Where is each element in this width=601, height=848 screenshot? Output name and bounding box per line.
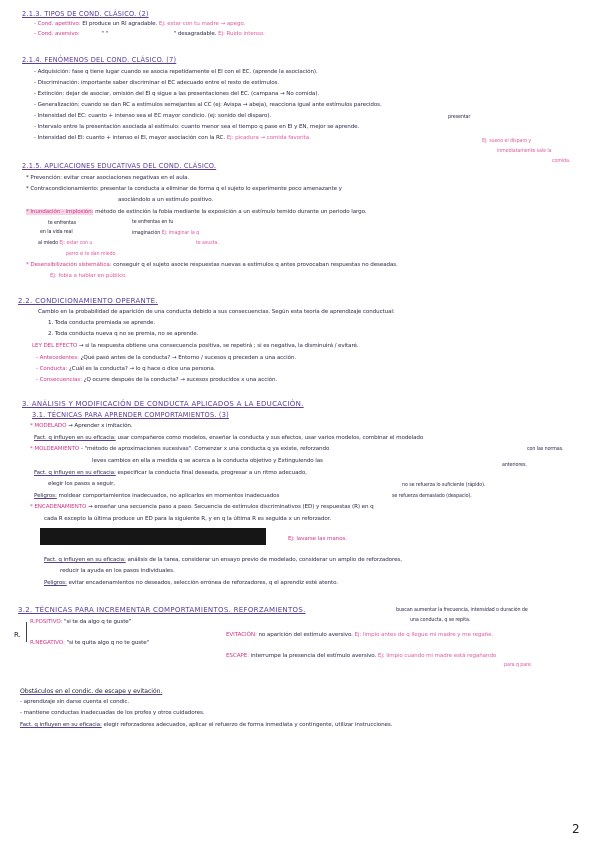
r-positivo-line: R.POSITIVO: "si te da algo q te guste" [30,619,132,625]
note-imaginacion: imaginación Ej: imaginar la q [132,231,200,236]
nueva-line: 2. Toda conducta nueva q no se premia, no se aprende. [48,331,199,337]
section-31-title: 3.1. TÉCNICAS PARA APRENDER COMPORTAMIENTOS. (3) [32,411,229,419]
ley-efecto-line: LEY DEL EFECTO → si la respuesta obtiene una consecuencia positiva, se repetirá ; si es negativa, la disminuirá / evitaré. [32,343,359,349]
side-note-2: inmediatamente sale la [497,149,552,154]
obstaculos-title: Obstáculos en el condic. de escape y evitación. [20,688,163,695]
operante-definition: Cambio en la probabilidad de aparición de una conducta debido a sus consecuencias. Según esta teoría de aprendizaje conductual: [38,309,395,315]
escape-line: ESCAPE: interrumpe la presencia del estímulo aversivo. Ej: limpio cuando mi madre está regañando [226,653,497,659]
note-enfrentas-tu: te enfrentas en tu [132,220,174,225]
encadenamiento-peligros: Peligros: evitar encadenamientos no deseados, selección errónea de reforzadores, q el aprendiz esté atento. [44,580,338,586]
apetitivo-line: - Cond. apetitivo: EI produce un RI agradable. Ej: estar con tu madre → apego. [34,21,246,27]
note-enfrentas: te enfrentas [48,221,77,226]
intensidad-ei-line: - Intensidad del EI: cuanto + intenso el EI, mayor asociación con la RC. Ej: picadura → comida favorita. [34,135,311,141]
section-213-title: 2.1.3. TIPOS DE COND. CLÁSICO. (2) [22,10,149,18]
generalizacion-line: - Generalización: cuando se dan RC a estímulos semejantes al CC (ej: Avispa → abeja), reacciona igual ante estímulos parecidos. [34,102,382,108]
section-22-title: 2.2. CONDICIONAMIENTO OPERANTE. [18,297,158,305]
discriminacion-line: - Discriminación: importante saber discriminar el EC adecuado entre el resto de estímulos. [34,80,280,86]
section-3-title: 3. ANÁLISIS Y MODIFICACIÓN DE CONDUCTA APLICADOS A LA EDUCACIÓN. [22,400,304,408]
consecuencias-line: - Consecuencias: ¿Q ocurre después de la conducta? → sucesos producidos x una acción. [36,377,278,383]
moldeamiento-note-2: anteriores. [502,463,527,468]
moldeamiento-note-4: se refuerza demasiado (despacio). [392,494,472,499]
moldeamiento-line: * MOLDEAMIENTO - "método de aproximaciones sucesivas". Comenzar x una conducta q ya existe, reforzando [30,446,330,452]
antecedentes-line: - Antecedentes: ¿Qué pasó antes de la conducta? → Entorno / sucesos q preceden a una acción. [36,355,297,361]
moldeamiento-factors-2: elegir los pasos a seguir, [48,481,115,487]
obstaculo-1: - aprendizaje sin darse cuenta el condic. [20,699,130,705]
encadenamiento-example: Ej: lavarse las manos. [288,536,347,542]
note-vida-real: en la vida real [40,230,73,235]
encadenamiento-line: * ENCADENAMIENTO → enseñar una secuencia paso a paso. Secuencia de estímulos discriminativos (ED) y respuestas (R) en q [30,504,374,510]
moldeamiento-line-2: leves cambios en ella a medida q se acerca a la conducta objetivo y Extinguiendo las [92,458,323,464]
note-asusta: te asusta. [196,241,219,246]
reforzamiento-note: buscan aumentar la frecuencia, intensidad o duración de [396,608,528,613]
side-note-1: Ej: sueno el disparo y [482,139,532,144]
encadenamiento-line-2: cada R excepto la última produce un ED para la siguiente R, y en q la última R es seguida x un reforzador. [44,516,332,522]
premiada-line: 1. Toda conducta premiada se aprende. [48,320,156,326]
conducta-line: - Conducta: ¿Cuál es la conducta? → lo q hace o dice una persona. [36,366,216,372]
r-negativo-line: R.NEGATIVO: "si te quita algo q no te guste" [30,640,150,646]
section-214-title: 2.1.4. FENÓMENOS DEL COND. CLÁSICO. (7) [22,56,177,64]
adquisicion-line: - Adquisición: fase q tiene lugar cuando se asocia repetidamente el EI con el EC. (aprende la asociación). [34,69,318,75]
section-215-title: 2.1.5. APLICACIONES EDUCATIVAS DEL COND. CLÁSICO. [22,162,217,170]
side-note-3: comida. [552,159,571,164]
redacted-image-block [40,528,266,545]
moldeamiento-note-3: no se refuerza lo suficiente (rápido). [402,483,486,488]
desensibilizacion-line: * Desensibilización sistemática: conseguir q el sujeto asocie respuestas nuevas a estímulos q antes provocaban respuestas no deseadas. [26,262,398,268]
note-miedo: al miedo Ej: estar con u [38,241,93,246]
encadenamiento-factors-2: reducir la ayuda en los pasos individuales. [60,568,175,574]
reforzamiento-note-2: una conducta, q se repita. [410,618,471,623]
obstaculo-2: - mantiene conductas inadecuadas de los profes y otros cuidadores. [20,710,205,716]
prevencion-line: * Prevención: evitar crear asociaciones negativas en el aula. [26,175,190,181]
note-perro: perro si te dan miedo. [66,252,117,257]
contracond-line-2: asociándolo a un estímulo positivo. [118,197,214,203]
section-32-title: 3.2. TÉCNICAS PARA INCREMENTAR COMPORTAMIENTOS. REFORZAMIENTOS. [18,606,306,614]
intervalo-line: - Intervalo entre la presentación asociada al estímulo: cuanto menor sea el tiempo q pase en EI y EN, mejor se aprende. [34,124,360,130]
aversivo-line: - Cond. aversivo: " " " desagradable. Ej: Ruido intenso. [34,31,265,37]
escape-example-2: para q pare. [504,663,533,668]
moldeamiento-factors: Fact. q influyen en su eficacia: especificar la conducta final deseada, progresar a un ritmo adecuado, [34,470,307,476]
inundacion-line: * Inundación - implosión: método de extinción la fobia mediante la exposición a un estímulo temido durante un periodo largo. [26,209,367,215]
intensidad-ec-line: - Intensidad del EC: cuanto + intenso sea el EC mayor condicio. (ej: sonido del disparo). [34,113,272,119]
encadenamiento-factors: Fact. q influyen en su eficacia: análisis de la tarea, considerar un ensayo previo de modelado, considerar un amplio de reforzadores, [44,557,402,563]
evitacion-line: EVITACIÓN: no aparición del estímulo aversivo. Ej: limpio antes de q llegue mi madre y me regañe. [226,632,494,638]
modelado-line: * MODELADO → Aprender x imitación. [30,423,133,429]
contracond-line: * Contracondicionamiento: presentar la conducta a eliminar de forma q el sujeto lo experimente poco amenazante y [26,186,342,192]
presentar-note: presentar [448,115,471,120]
page-number: 2 [572,822,580,836]
desensibilizacion-example: Ej: fobia a hablar en público. [50,273,127,279]
modelado-factors: Fact. q influyen en su eficacia: usar compañeros como modelos, enseñar la conducta y sus efectos, usar varios modelos, combinar el modelado [34,435,424,441]
moldeamiento-note: con las normas. [527,447,564,452]
r-bracket [26,622,27,642]
extincion-line: - Extinción: dejar de asociar, omisión del EI q sigue a las presentaciones del EC. (campana → No comida). [34,91,320,97]
r-label: R. [14,631,21,639]
obstaculos-factors: Fact. q influyen en su eficacia: elegir reforzadores adecuados, aplicar el refuerzo de forma inmediata y contingente, utilizar instrucciones. [20,722,393,728]
moldeamiento-peligros: Peligros: moldear comportamientos inadecuados, no aplicarlos en momentos inadecuados [34,493,280,499]
